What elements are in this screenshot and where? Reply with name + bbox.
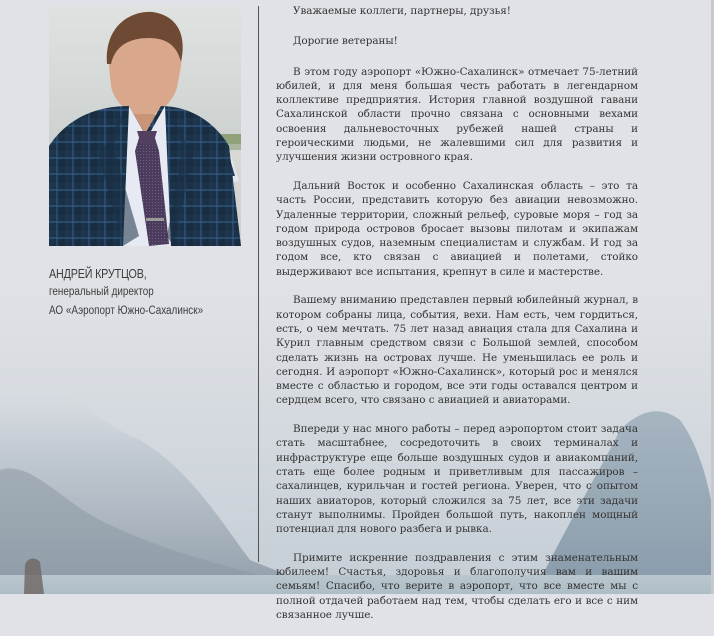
author-position: генеральный директор [49,286,154,298]
letter-paragraph: В этом году аэропорт «Южно-Сахалинск» отмечает 75-летний юбилей, и для меня большая честь работать в легендарном коллективе предприятия. История главной воздушной гавани Сахалинской области прочно связана с основными вехами освоения дальневосточных рубежей нашей страны и героическими людьми, не жалевшими сил для развития и улучшения жизни островного края. [276,65,638,164]
column-divider [258,6,259,562]
letter-paragraph: Примите искренние поздравления с этим знаменательным юбилеем! Счастья, здоровья и благополучия вам и вашим семьям! Спасибо, что верите в аэропорт, что все вместе мы с полной отдачей работаем над тем, чтобы сделать его и все с ним связанное лучше. [276,551,638,621]
letter-paragraph: Дальний Восток и особенно Сахалинская область – это та часть России, представить которую без авиации невозможно. Удаленные территории, сложный рельеф, суровые моря – год за годом природа островов бросает вызовы пилотам и экипажам воздушных судов, наземным специалистам и службам. И год за годом все, кто связан с авиацией и полетами, стойко выдерживают все испытания, крепнут в силе и мастерстве. [276,179,638,278]
letter-paragraph: Впереди у нас много работы – перед аэропортом стоит задача стать масштабнее, сосредоточить в своих терминалах и инфраструктуре еще больше воздушных судов и авиакомпаний, стать еще более родным и приветливым для пассажиров – сахалинцев, курильчан и гостей региона. Уверен, что с опытом наших авиаторов, который сложился за 75 лет, все эти задачи станут выполнимы. Пройден большой путь, накоплен мощный потенциал для нового разбега и рывка. [276,423,638,536]
greeting-colleagues: Уважаемые коллеги, партнеры, друзья! [293,5,511,17]
portrait-illustration [49,6,241,246]
portrait-photo [49,6,241,246]
author-company: АО «Аэропорт Южно-Сахалинск» [49,305,204,317]
author-caption [49,265,228,321]
letter-paragraph: Вашему вниманию представлен первый юбилейный журнал, в котором собраны лица, события, вехи. Нам есть, чем гордиться, есть, о чем мечтать. 75 лет назад авиация стала для Сахалина и Курил главным средством связи с Большой землей, способом сделать жизнь на островах лучше. Не уменьшилась ее роль и сегодня. И аэропорт «Южно-Сахалинск», который рос и менялся вместе с областью и городом, все эти годы оставался центром и сердцем всего, что связано с авиацией и авиаторами. [276,294,638,407]
greeting-veterans: Дорогие ветераны! [293,35,398,48]
author-name: АНДРЕЙ КРУТЦОВ, [49,267,147,281]
letter-body [276,4,638,636]
